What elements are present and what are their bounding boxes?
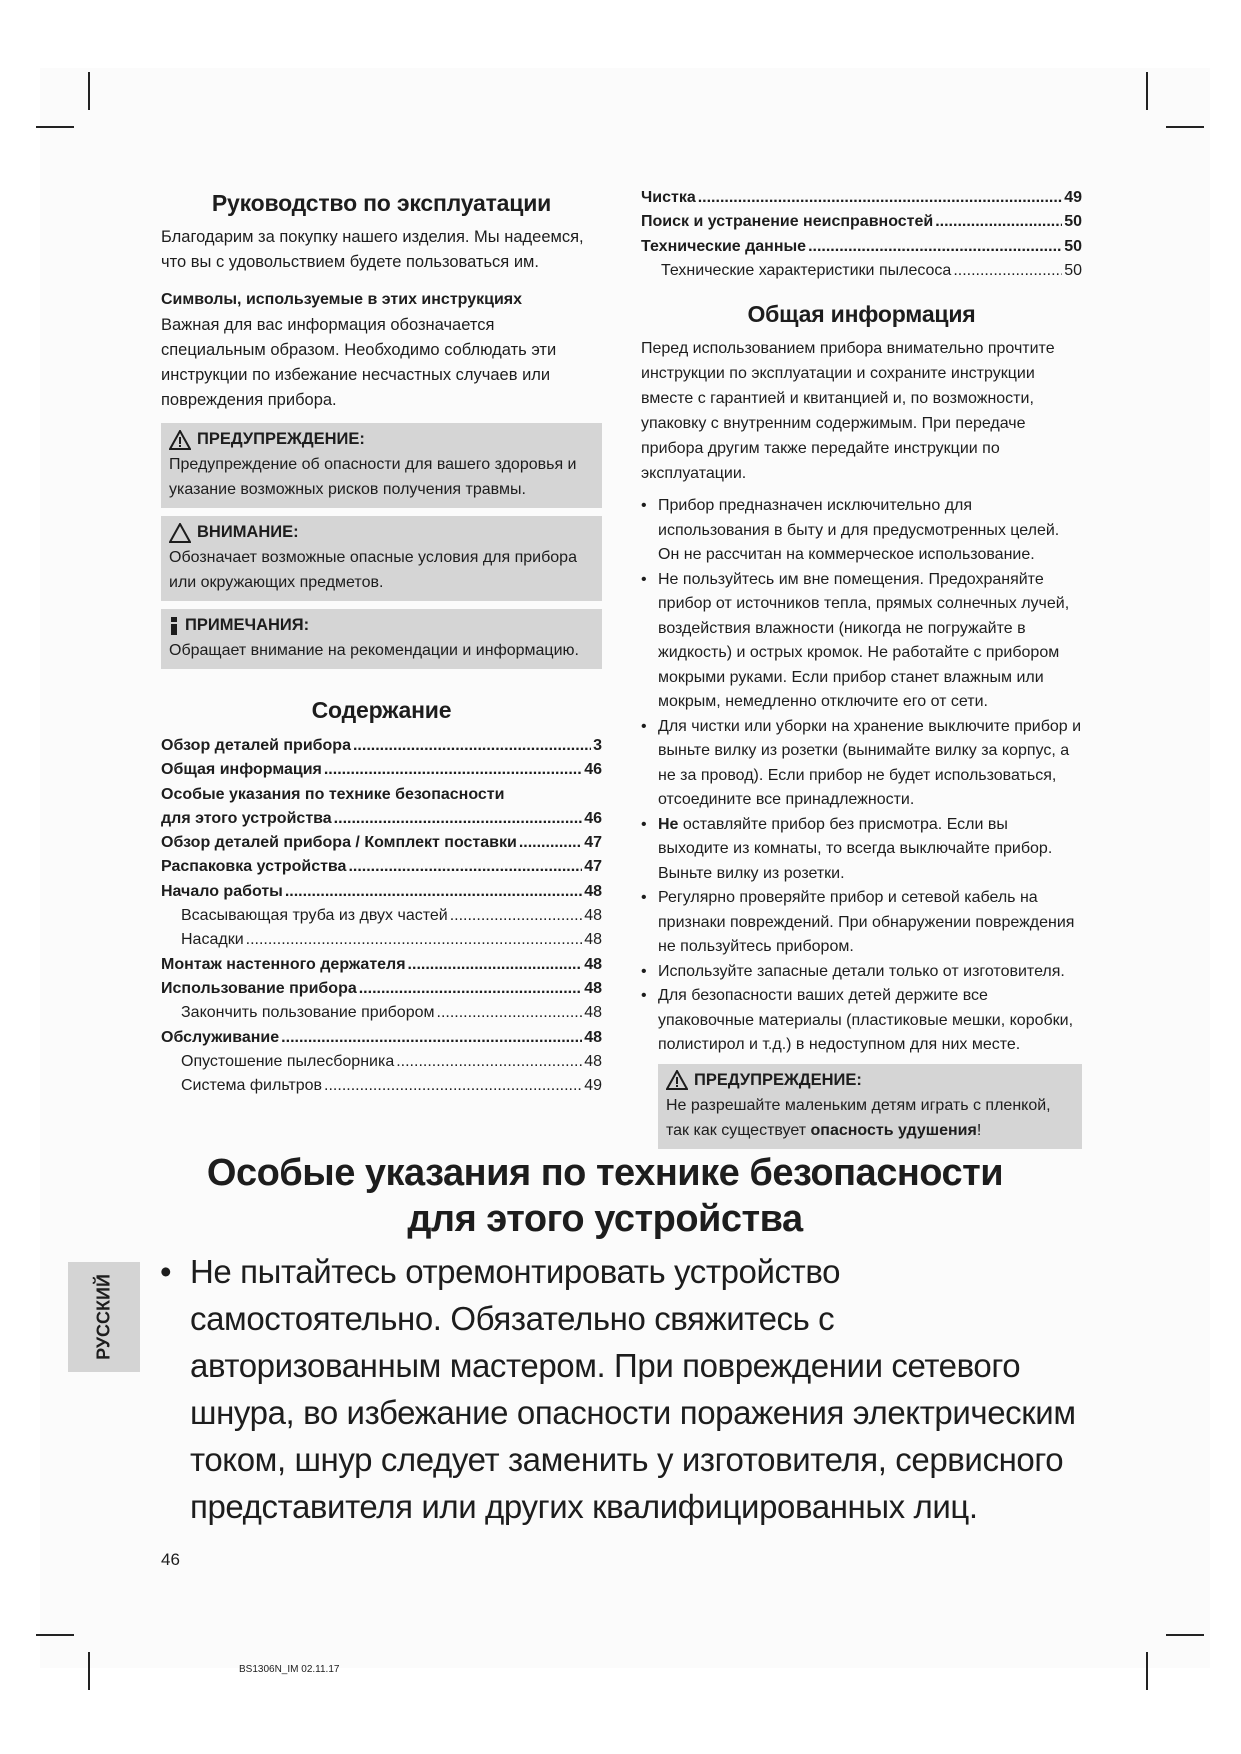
toc-entry[interactable]: Распаковка устройства ..... 47 bbox=[161, 855, 602, 879]
warning-text: Не разрешайте маленьким детям играть с пленкой, так как существует опасность удушения! bbox=[666, 1096, 1051, 1139]
warning-text: Предупреждение об опасности для вашего здоровья и указание возможных рисков получения травмы. bbox=[169, 456, 577, 498]
table-of-contents bbox=[161, 734, 602, 1098]
table-of-contents-continued bbox=[641, 186, 1082, 283]
crop-mark bbox=[36, 1634, 74, 1636]
list-item: • Регулярно проверяйте прибор и сетевой кабель на признаки повреждений. При обнаружении повреждения не пользуйтесь прибором. bbox=[641, 886, 1082, 960]
general-info-title: Общая информация bbox=[747, 301, 976, 328]
list-item: • Для чистки или уборки на хранение выключите прибор и выньте вилку из розетки (вынимайте вилку за корпус, а не за провод). Если прибор не будет использоваться, отсоедините все принадлежности. bbox=[641, 715, 1082, 813]
note-text: Обращает внимание на рекомендации и информацию. bbox=[169, 642, 579, 659]
crop-mark bbox=[1166, 126, 1204, 128]
symbols-heading: Символы, используемые в этих инструкциях bbox=[161, 291, 523, 308]
toc-entry[interactable]: Обзор деталей прибора ..... 3 bbox=[161, 734, 602, 758]
list-item: • Прибор предназначен исключительно для использования в быту и для предусмотренных целей. Он не рассчитан на коммерческое использование. bbox=[641, 494, 1082, 568]
general-info-list bbox=[641, 494, 1082, 1058]
intro-text: Благодарим за покупку нашего изделия. Мы надеемся, что вы с удовольствием будете пользоваться им. bbox=[161, 228, 584, 271]
toc-entry[interactable]: Начало работы ..... 48 bbox=[161, 880, 602, 904]
warning-label: ПРЕДУПРЕЖДЕНИЕ: bbox=[694, 1070, 862, 1089]
toc-entry[interactable]: Технические характеристики пылесоса ..... 50 bbox=[641, 259, 1082, 283]
caution-label: ВНИМАНИЕ: bbox=[197, 523, 299, 541]
crop-mark bbox=[1166, 1634, 1204, 1636]
crop-mark bbox=[1146, 1652, 1148, 1690]
info-icon bbox=[169, 616, 179, 636]
toc-entry[interactable]: Общая информация ..... 46 bbox=[161, 758, 602, 782]
contents-title: Содержание bbox=[311, 697, 452, 723]
language-tab: РУССКИЙ bbox=[68, 1262, 140, 1372]
manual-title: Руководство по эксплуатации bbox=[211, 190, 552, 216]
toc-entry[interactable]: Всасывающая труба из двух частей ..... 48 bbox=[161, 904, 602, 928]
note-label: ПРИМЕЧАНИЯ: bbox=[185, 616, 310, 634]
toc-entry[interactable]: Опустошение пылесборника ..... 48 bbox=[161, 1050, 602, 1074]
toc-entry[interactable]: Поиск и устранение неисправностей ..... 50 bbox=[641, 210, 1082, 234]
crop-mark bbox=[88, 72, 90, 110]
safety-title: Особые указания по технике безопасности для этого устройства bbox=[206, 1152, 1004, 1240]
caution-text: Обозначает возможные опасные условия для прибора или окружающих предметов. bbox=[169, 549, 577, 591]
list-item: • Для безопасности ваших детей держите все упаковочные материалы (пластиковые мешки, коробки, полистирол и т.д.) в недоступном для них месте. bbox=[641, 984, 1082, 1058]
warning-box bbox=[161, 423, 602, 508]
child-warning-box bbox=[658, 1064, 1082, 1149]
crop-mark bbox=[1146, 72, 1148, 110]
toc-entry[interactable]: Чистка ..... 49 bbox=[641, 186, 1082, 210]
toc-entry[interactable]: для этого устройства ..... 46 bbox=[161, 807, 602, 831]
list-item: • Не пользуйтесь им вне помещения. Предохраняйте прибор от источников тепла, прямых солнечных лучей, воздействия влажности (никогда не погружайте в жидкость) и острых кромок. Не работайте с прибором мокрыми руками. Если прибор станет влажным или мокрым, немедленно отключите его от сети. bbox=[641, 568, 1082, 715]
page-number: 46 bbox=[161, 1550, 180, 1569]
general-info-text: Перед использованием прибора внимательно прочтите инструкции по эксплуатации и сохраните инструкции вместе с гарантией и квитанцией и, по возможности, упаковку с внутренним содержимым. При передаче прибора другим также передайте инструкции по эксплуатации. bbox=[641, 340, 1055, 483]
caution-triangle-icon bbox=[169, 523, 191, 543]
toc-entry[interactable]: Обзор деталей прибора / Комплект поставки ..... 47 bbox=[161, 831, 602, 855]
warning-label: ПРЕДУПРЕЖДЕНИЕ: bbox=[197, 430, 365, 448]
caution-box bbox=[161, 516, 602, 601]
toc-entry[interactable]: Использование прибора ..... 48 bbox=[161, 977, 602, 1001]
toc-entry[interactable]: Особые указания по технике безопасности bbox=[161, 785, 505, 803]
symbols-text: Важная для вас информация обозначается специальным образом. Необходимо соблюдать эти инструкции по избежание несчастных случаев или повреждения прибора. bbox=[161, 316, 557, 409]
warning-triangle-icon bbox=[666, 1070, 688, 1090]
left-column bbox=[161, 190, 602, 1098]
toc-entry[interactable]: Насадки ..... 48 bbox=[161, 928, 602, 952]
crop-mark bbox=[88, 1652, 90, 1690]
list-item: • Используйте запасные детали только от изготовителя. bbox=[641, 960, 1082, 985]
toc-entry[interactable]: Система фильтров ..... 49 bbox=[161, 1074, 602, 1098]
crop-mark bbox=[36, 126, 74, 128]
toc-entry[interactable]: Обслуживание ..... 48 bbox=[161, 1026, 602, 1050]
toc-entry[interactable]: Технические данные ..... 50 bbox=[641, 235, 1082, 259]
right-column bbox=[641, 190, 1082, 1149]
toc-entry[interactable]: Монтаж настенного держателя ..... 48 bbox=[161, 953, 602, 977]
safety-bullet: • Не пытайтесь отремонтировать устройство самостоятельно. Обязательно свяжитесь с авторизованным мастером. При повреждении сетевого шнура, во избежание опасности поражения электрическим током, шнур следует заменить у изготовителя, сервисного представителя или других квалифицированных лиц. bbox=[160, 1253, 1076, 1525]
warning-triangle-icon bbox=[169, 430, 191, 450]
list-item: • Не оставляйте прибор без присмотра. Если вы выходите из комнаты, то всегда выключайте прибор. Выньте вилку из розетки. bbox=[641, 813, 1082, 887]
print-footer: BS1306N_IM 02.11.17 bbox=[239, 1664, 340, 1675]
toc-entry[interactable]: Закончить пользование прибором ..... 48 bbox=[161, 1001, 602, 1025]
note-box bbox=[161, 609, 602, 669]
